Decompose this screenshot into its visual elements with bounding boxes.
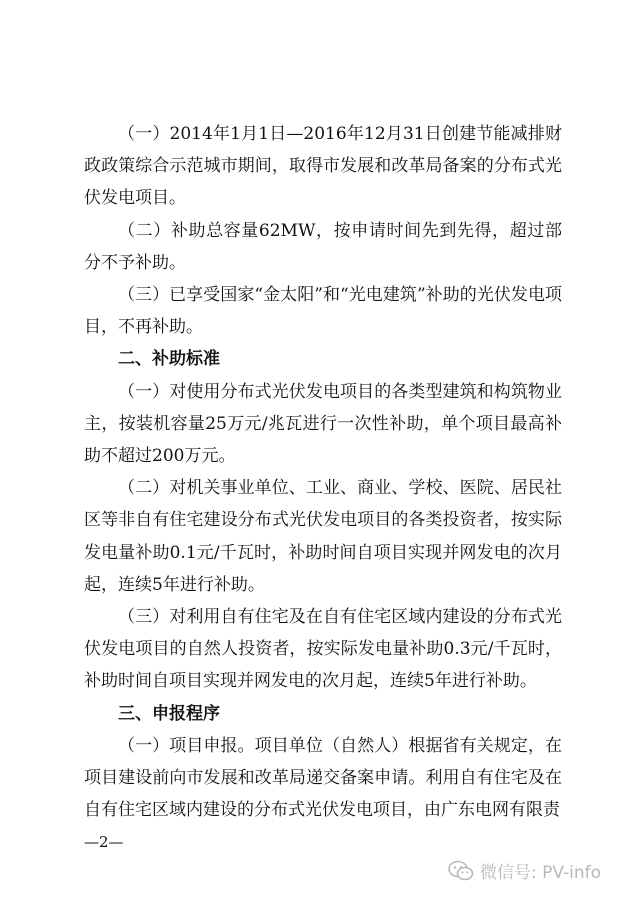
page-number: —2—	[84, 833, 124, 851]
watermark	[448, 858, 601, 883]
paragraph: （一）对使用分布式光伏发电项目的各类型建筑和构筑物业主，按装机容量25万元/兆瓦进行一次性补助，单个项目最高补助不超过200万元。	[84, 381, 562, 467]
watermark-text: 微信号: PV-info	[480, 863, 602, 883]
paragraph: （二）补助总容量62MW，按申请时间先到先得，超过部分不予补助。	[84, 220, 562, 273]
section-heading: 三、申报程序	[118, 703, 220, 724]
paragraph: （三）已享受国家“金太阳”和“光电建筑”补助的光伏发电项目，不再补助。	[84, 285, 562, 338]
paragraph: （一）2014年1月1日—2016年12月31日创建节能减排财政政策综合示范城市期间，取得市发展和改革局备案的分布式光伏发电项目。	[84, 124, 562, 209]
paragraph: （二）对机关事业单位、工业、商业、学校、医院、居民社区等非自有住宅建设分布式光伏发电项目的各类投资者，按实际发电量补助0.1元/千瓦时，补助时间自项目实现并网发电的次月起，连续5年进行补助。	[84, 478, 562, 595]
document-body	[84, 118, 562, 826]
paragraph: （三）对利用自有住宅及在自有住宅区域内建设的分布式光伏发电项目的自然人投资者，按实际发电量补助0.3元/千瓦时，补助时间自项目实现并网发电的次月起，连续5年进行补助。	[84, 607, 562, 692]
wechat-icon	[448, 860, 474, 882]
section-heading: 二、补助标准	[118, 349, 220, 370]
paragraph: （一）项目申报。项目单位（自然人）根据省有关规定，在项目建设前向市发展和改革局递交备案申请。利用自有住宅及在自有住宅区域内建设的分布式光伏发电项目，由广东电网有限责	[84, 735, 562, 821]
